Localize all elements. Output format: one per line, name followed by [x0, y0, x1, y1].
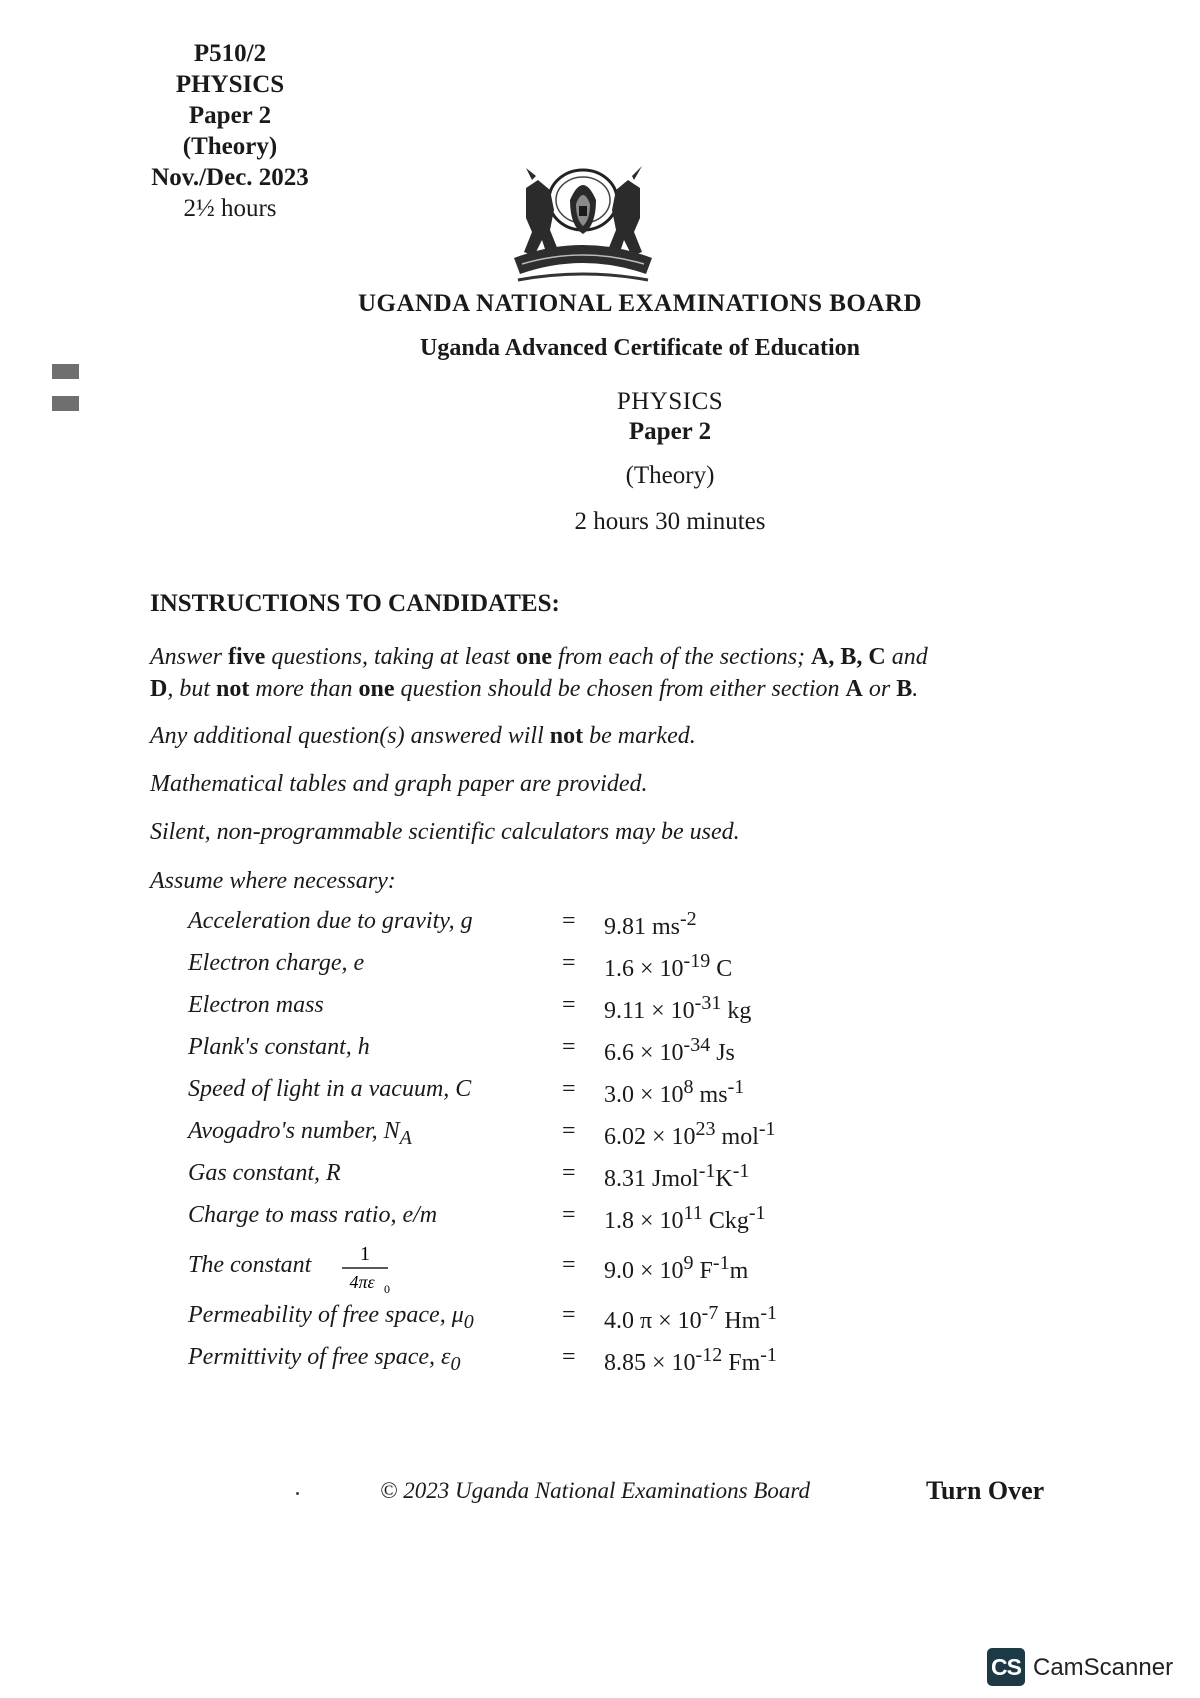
constant-row — [188, 1070, 888, 1112]
constant-equals: = — [562, 1034, 576, 1060]
fraction-numerator: 1 — [360, 1243, 370, 1265]
instruction-assume: Assume where necessary: — [150, 868, 396, 894]
constant-label: Charge to mass ratio, e/m — [188, 1202, 438, 1228]
constant-equals: = — [562, 1160, 576, 1186]
constant-equals: = — [562, 1302, 576, 1328]
instruction-answer-five: Answer five questions, taking at least one from each of the sections; A, B, C and D, but not more than one question should be chosen from either section A or B. — [150, 644, 928, 702]
header-paper: Paper 2 — [188, 102, 272, 129]
instructions-heading: INSTRUCTIONS TO CANDIDATES: — [150, 590, 560, 617]
constant-label: Plank's constant, h — [188, 1034, 370, 1060]
certificate-name: Uganda Advanced Certificate of Education — [420, 335, 860, 361]
constant-label: Avogadro's number, $N_A$ — [188, 1118, 412, 1149]
instruction-tables: Mathematical tables and graph paper are provided. — [150, 771, 648, 797]
constant-equals: = — [562, 1118, 576, 1144]
title-type: (Theory) — [625, 462, 715, 489]
paper-header-block — [130, 38, 330, 224]
constant-label: The constant — [188, 1252, 312, 1278]
title-paper: Paper 2 — [628, 418, 712, 445]
constant-equals: = — [562, 950, 576, 976]
constant-row — [188, 1154, 888, 1196]
constant-label: Permeability of free space, $\mu_0$ — [188, 1302, 474, 1333]
constant-equals: = — [562, 1202, 576, 1228]
constant-label: Electron charge, e — [188, 950, 365, 976]
constant-value: 9.81 $ms^{-2}$ — [604, 908, 697, 940]
scan-margin-mark — [52, 364, 79, 379]
constant-equals: = — [562, 908, 576, 934]
constant-value: $9.0 \times 10^9$ $F^{-1}m$ — [604, 1252, 749, 1284]
constant-label: Electron mass — [188, 992, 324, 1018]
camscanner-watermark: CamScanner — [1033, 1654, 1174, 1681]
paper-code: P510/2 — [193, 40, 267, 67]
constant-row — [188, 902, 888, 944]
fraction-denominator-subscript: 0 — [384, 1282, 390, 1296]
board-name: UGANDA NATIONAL EXAMINATIONS BOARD — [357, 290, 923, 317]
camscanner-logo-icon: CS — [987, 1648, 1025, 1686]
scan-margin-mark — [52, 396, 79, 411]
constant-value: $1.8 \times 10^{11}$ Ckg$^{-1}$ — [604, 1202, 766, 1234]
constant-row — [188, 944, 888, 986]
constant-label: Speed of light in a vacuum, C — [188, 1076, 472, 1102]
instruction-additional: Any additional question(s) answered will not be marked. — [150, 723, 696, 749]
constant-value: $1.6 \times 10^{-19}$ C — [604, 950, 733, 982]
constants-list — [188, 902, 888, 1380]
constant-row — [188, 1112, 888, 1154]
header-session: Nov./Dec. 2023 — [151, 164, 309, 191]
constant-value: $8.85 \times 10^{-12}$ $Fm^{-1}$ — [604, 1344, 777, 1376]
title-duration: 2 hours 30 minutes — [574, 508, 766, 535]
constant-equals: = — [562, 1252, 576, 1278]
constant-equals: = — [562, 1076, 576, 1102]
constant-row — [188, 1296, 888, 1338]
constant-value: 8.31 $Jmol^{-1}K^{-1}$ — [604, 1160, 750, 1192]
constant-row — [188, 1196, 888, 1238]
header-duration: 2½ hours — [183, 195, 277, 222]
title-subject: PHYSICS — [616, 388, 724, 415]
scan-dot — [296, 1492, 299, 1495]
constant-value: 4.0 $\pi \times 10^{-7}$ $Hm^{-1}$ — [604, 1302, 777, 1334]
constant-value: $6.02 \times 10^{23}$ mol$^{-1}$ — [604, 1118, 776, 1150]
constant-value: $3.0 \times 10^8$ $ms^{-1}$ — [604, 1076, 745, 1108]
header-subject: PHYSICS — [175, 71, 285, 98]
constant-equals: = — [562, 1344, 576, 1370]
constant-label: Acceleration due to gravity, g — [188, 908, 473, 934]
uneb-crest-icon — [508, 160, 658, 288]
constant-equals: = — [562, 992, 576, 1018]
constant-row — [188, 1028, 888, 1070]
constant-value: $6.6 \times 10^{-34}$ Js — [604, 1034, 735, 1066]
constant-fraction — [338, 1238, 392, 1296]
copyright-footer: © 2023 Uganda National Examinations Board — [380, 1478, 810, 1503]
constant-row — [188, 1238, 888, 1296]
constant-label: Gas constant, R — [188, 1160, 341, 1186]
turn-over-label: Turn Over — [926, 1476, 1045, 1505]
constant-row — [188, 1338, 888, 1380]
instruction-calculators: Silent, non-programmable scientific calculators may be used. — [150, 819, 740, 845]
constant-row — [188, 986, 888, 1028]
fraction-denominator: 4πε — [349, 1272, 375, 1292]
header-type: (Theory) — [182, 133, 278, 160]
constant-label: Permittivity of free space, $\varepsilon_0$ — [188, 1344, 461, 1375]
constant-value: $9.11 \times 10^{-31}$ kg — [604, 992, 752, 1024]
